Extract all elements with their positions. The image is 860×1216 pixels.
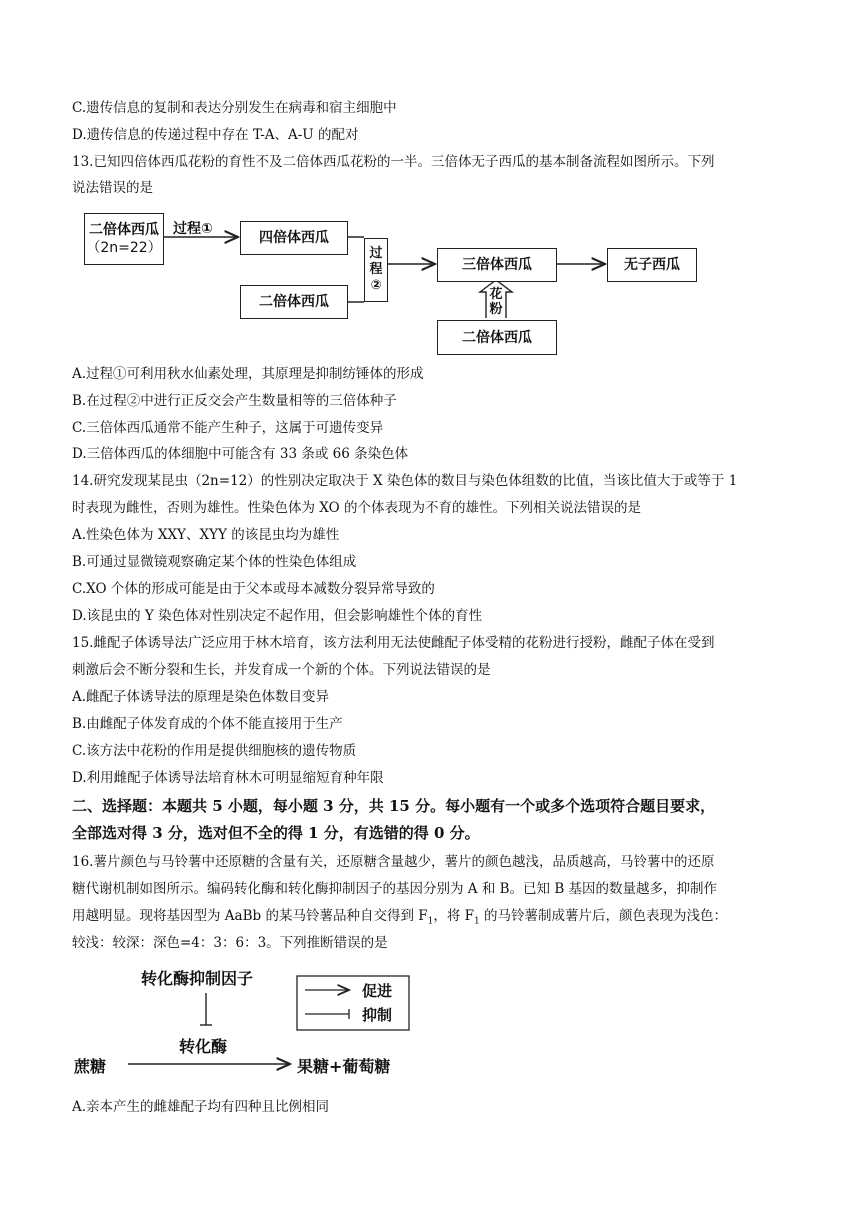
question-15-stem: 15.雌配子体诱导法广泛应用于林木培育，该方法利用无法使雌配子体受精的花粉进行授粉，雌配子体在受到: [72, 635, 715, 651]
question-16-stem-3: [72, 906, 727, 932]
box-diploid-start-line2: （2n=22）: [86, 240, 162, 256]
box-tetraploid: 四倍体西瓜: [240, 221, 348, 255]
legend-inhibit-label: 抑制: [362, 1006, 393, 1024]
question-16-stem-1: 16.薯片颜色与马铃薯中还原糖的含量有关，还原糖含量越少，薯片的颜色越浅，品质越高，马铃薯中的还原: [72, 854, 715, 870]
box-diploid-start: [84, 213, 164, 265]
product-label: 果糖+葡萄糖: [297, 1057, 391, 1076]
question-14-stem-cont: 时表现为雌性，否则为雄性。性染色体为 XO 的个体表现为不育的雄性。下列相关说法错误的是: [72, 500, 642, 516]
question-13-option-b: B.在过程②中进行正反交会产生数量相等的三倍体种子: [72, 393, 397, 409]
box-diploid-bottom: 二倍体西瓜: [437, 320, 557, 355]
question-15-option-a: A.雌配子体诱导法的原理是染色体数目变异: [72, 689, 330, 705]
q16-text-post: 的马铃薯制成薯片后，颜色表现为浅色：: [479, 908, 728, 924]
process-2-char-3: ②: [370, 278, 382, 293]
question-15-option-c: C.该方法中花粉的作用是提供细胞核的遗传物质: [72, 743, 357, 759]
process-2-char-1: 过: [369, 246, 383, 261]
pollen-char-1: 花: [489, 287, 503, 302]
inhibitor-label: 转化酶抑制因子: [141, 969, 254, 988]
enzyme-label: 转化酶: [179, 1037, 228, 1056]
pollen-label: [488, 287, 504, 317]
section-2-heading-cont: 全部选对得 3 分，选对但不全的得 1 分，有选错的得 0 分。: [72, 824, 480, 842]
question-15-option-b: B.由雌配子体发育成的个体不能直接用于生产: [72, 716, 343, 732]
box-seedless: 无子西瓜: [607, 248, 697, 282]
section-2-heading: 二、选择题：本题共 5 小题，每小题 3 分，共 15 分。每小题有一个或多个选项符合题目要求，: [72, 797, 716, 815]
question-13-stem: 13.已知四倍体西瓜花粉的育性不及二倍体西瓜花粉的一半。三倍体无子西瓜的基本制备流程如图所示。下列: [72, 154, 715, 170]
question-13-option-a: A.过程①可利用秋水仙素处理，其原理是抑制纺锤体的形成: [72, 366, 424, 382]
question-14-option-a: A.性染色体为 XXY、XYY 的该昆虫均为雄性: [72, 527, 340, 543]
question-16-stem-2: 糖代谢机制如图所示。编码转化酶和转化酶抑制因子的基因分别为 A 和 B。已知 B 基因的数量越多，抑制作: [72, 881, 718, 897]
substrate-label: 蔗糖: [74, 1057, 107, 1076]
process-2-char-2: 程: [369, 262, 383, 277]
question-13-option-d: D.三倍体西瓜的体细胞中可能含有 33 条或 66 条染色体: [72, 446, 409, 462]
q16-text-pre: 用越明显。现将基因型为 AaBb 的某马铃薯品种自交得到 F: [72, 908, 428, 924]
option-c-prev: C.遗传信息的复制和表达分别发生在病毒和宿主细胞中: [72, 100, 397, 116]
question-14-option-c: C.XO 个体的形成可能是由于父本或母本减数分裂异常导致的: [72, 581, 435, 597]
question-13-stem-cont: 说法错误的是: [72, 180, 153, 196]
process-2-box: [364, 238, 388, 302]
question-15-stem-cont: 刺激后会不断分裂和生长，并发育成一个新的个体。下列说法错误的是: [72, 662, 491, 678]
question-16-option-a: A.亲本产生的雌雄配子均有四种且比例相同: [72, 1099, 330, 1115]
process-1-label: 过程①: [173, 221, 213, 237]
q16-text-mid: ，将 F: [433, 908, 475, 924]
box-diploid-mid: 二倍体西瓜: [240, 285, 348, 319]
question-14-option-d: D.该昆虫的 Y 染色体对性别决定不起作用，但会影响雄性个体的育性: [72, 608, 483, 624]
legend-promote-label: 促进: [362, 982, 393, 1000]
box-triploid: 三倍体西瓜: [437, 248, 557, 282]
box-diploid-start-line1: 二倍体西瓜: [89, 222, 159, 238]
question-15-option-d: D.利用雌配子体诱导法培育林木可明显缩短育种年限: [72, 770, 384, 786]
pollen-char-2: 粉: [489, 302, 503, 317]
question-14-stem: 14.研究发现某昆虫（2n=12）的性别决定取决于 X 染色体的数目与染色体组数的比值，当该比值大于或等于 1: [72, 473, 738, 489]
q16-sub-1: 1: [427, 916, 434, 927]
q16-sub-2: 1: [474, 916, 480, 927]
option-d-prev: D.遗传信息的传递过程中存在 T-A、A-U 的配对: [72, 127, 359, 143]
question-16-stem-4: 较浅：较深：深色=4：3：6：3。下列推断错误的是: [72, 935, 388, 951]
question-13-option-c: C.三倍体西瓜通常不能产生种子，这属于可遗传变异: [72, 420, 384, 436]
question-14-option-b: B.可通过显微镜观察确定某个体的性染色体组成: [72, 554, 357, 570]
